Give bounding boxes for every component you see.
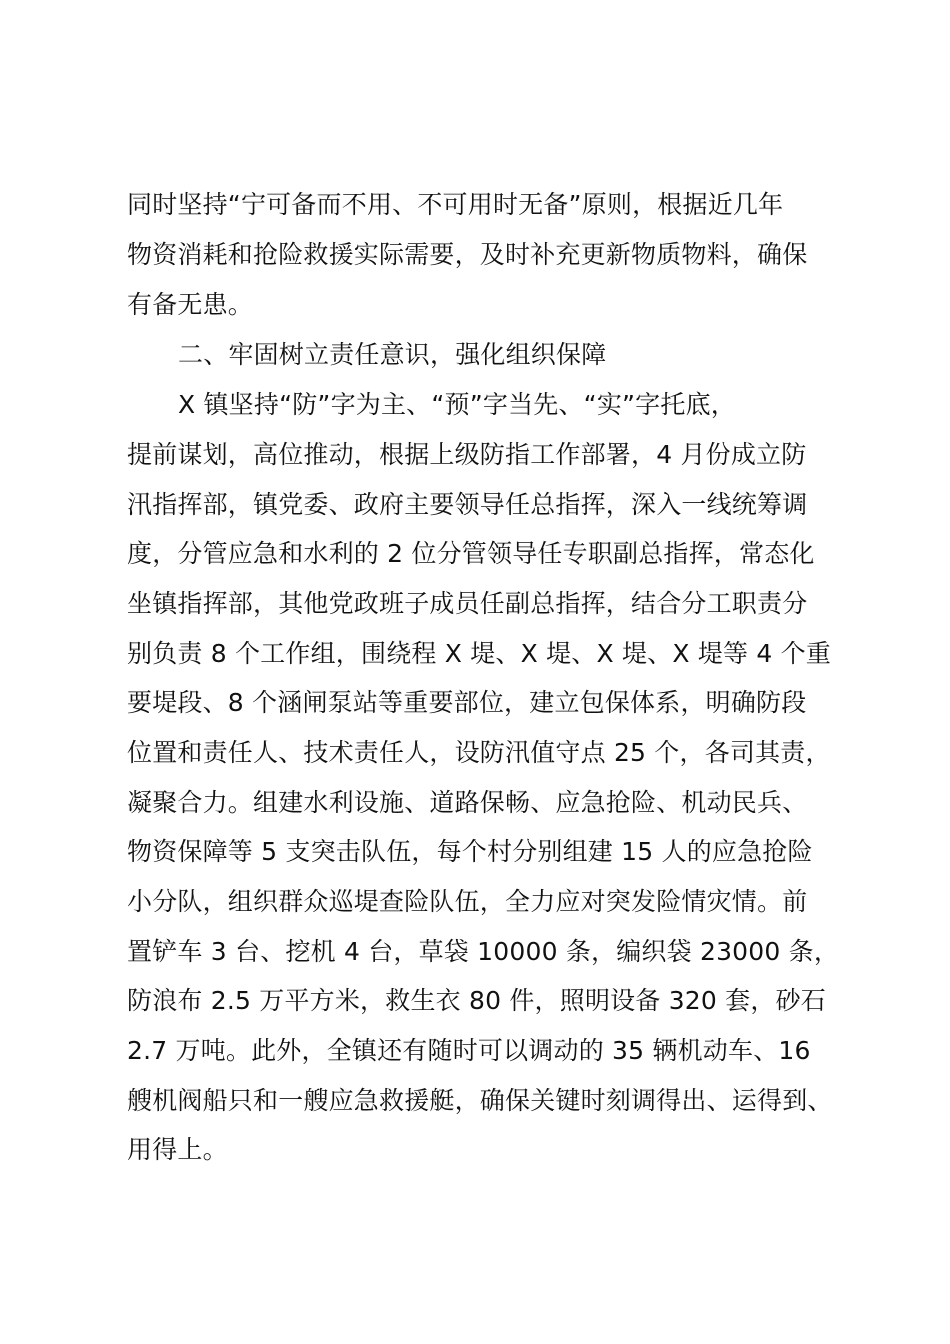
- paragraph-line-1: 同时坚持“宁可备而不用、不可用时无备”原则，根据近几年: [127, 190, 784, 219]
- paragraph-line-5: X 镇坚持“防”字为主、“预”字当先、“实”字托底，: [178, 390, 736, 419]
- paragraph-line-20: 用得上。: [127, 1135, 228, 1164]
- paragraph-line-9: 坐镇指挥部，其他党政班子成员任副总指挥，结合分工职责分: [127, 589, 808, 618]
- section-heading: 二、牢固树立责任意识，强化组织保障: [178, 340, 607, 369]
- paragraph-line-2: 物资消耗和抢险救援实际需要，及时补充更新物质物料，确保: [127, 240, 808, 269]
- paragraph-line-6: 提前谋划，高位推动，根据上级防指工作部署，4 月份成立防: [127, 440, 807, 469]
- paragraph-line-3: 有备无患。: [127, 290, 254, 319]
- paragraph-line-17: 防浪布 2.5 万平方米，救生衣 80 件，照明设备 320 套，砂石: [127, 986, 826, 1015]
- paragraph-line-11: 要堤段、8 个涵闸泵站等重要部位，建立包保体系，明确防段: [127, 688, 807, 717]
- paragraph-line-7: 汛指挥部，镇党委、政府主要领导任总指挥，深入一线统筹调: [127, 490, 808, 519]
- paragraph-line-8: 度，分管应急和水利的 2 位分管领导任专职副总指挥，常态化: [127, 539, 815, 568]
- paragraph-line-18: 2.7 万吨。此外，全镇还有随时可以调动的 35 辆机动车、16: [127, 1036, 811, 1065]
- paragraph-line-10: 别负责 8 个工作组，围绕程 X 堤、X 堤、X 堤、X 堤等 4 个重: [127, 639, 832, 668]
- paragraph-line-14: 物资保障等 5 支突击队伍，每个村分别组建 15 人的应急抢险: [127, 837, 813, 866]
- paragraph-line-12: 位置和责任人、技术责任人，设防汛值守点 25 个，各司其责，: [127, 738, 831, 767]
- paragraph-line-13: 凝聚合力。组建水利设施、道路保畅、应急抢险、机动民兵、: [127, 788, 808, 817]
- paragraph-line-16: 置铲车 3 台、挖机 4 台，草袋 10000 条，编织袋 23000 条，: [127, 937, 840, 966]
- paragraph-line-19: 艘机阀船只和一艘应急救援艇，确保关键时刻调得出、运得到、: [127, 1086, 833, 1115]
- paragraph-line-15: 小分队，组织群众巡堤查险队伍，全力应对突发险情灾情。前: [127, 887, 808, 916]
